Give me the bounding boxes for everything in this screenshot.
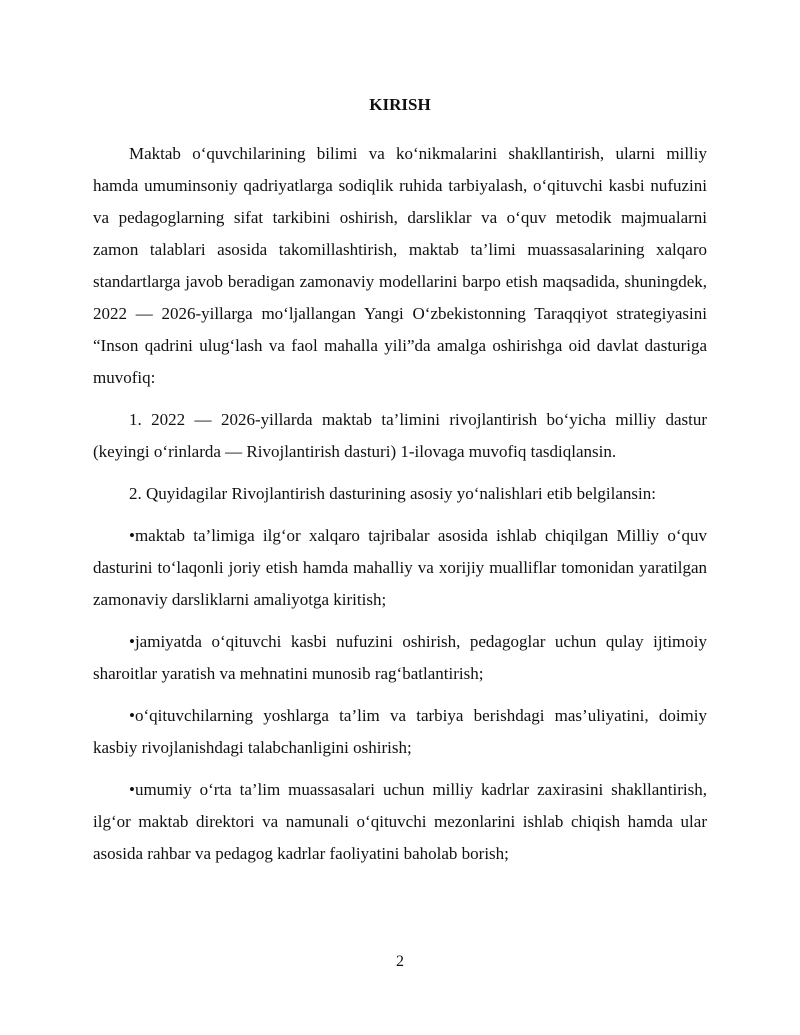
bullet-item-3: •o‘qituvchilarning yoshlarga ta’lim va tarbiya berishdagi mas’uliyatini, doimiy kasbiy rivojlanishdagi talabchanligini oshirish; [93,706,707,757]
bullet-item-2: •jamiyatda o‘qituvchi kasbi nufuzini oshirish, pedagoglar uchun qulay ijtimoiy sharoitlar yaratish va mehnatini munosib rag‘batlantirish; [93,632,707,683]
clause-1-paragraph: 1. 2022 — 2026-yillarda maktab ta’limini rivojlantirish bo‘yicha milliy dastur (keyingi o‘rinlarda — Rivojlantirish dasturi) 1-ilovaga muvofiq tasdiqlansin. [93,410,707,461]
bullet-item-1: •maktab ta’limiga ilg‘or xalqaro tajribalar asosida ishlab chiqilgan Milliy o‘quv dasturini to‘laqonli joriy etish hamda mahalliy va xorijiy mualliflar tomonidan yaratilgan zamonaviy darsliklarni amaliyotga kiritish; [93,526,707,609]
body-text [93,138,707,870]
section-heading: KIRISH [369,95,431,114]
bullet-item-4: •umumiy o‘rta ta’lim muassasalari uchun milliy kadrlar zaxirasini shakllantirish, ilg‘or maktab direktori va namunali o‘qituvchi mezonlarini ishlab chiqish hamda ular asosida rahbar va pedagog kadrlar faoliyatini baholab borish; [93,780,707,863]
clause-2-paragraph: 2. Quyidagilar Rivojlantirish dasturining asosiy yo‘nalishlari etib belgilansin: [129,484,656,503]
page-number: 2 [396,953,404,970]
intro-paragraph: Maktab o‘quvchilarining bilimi va ko‘nikmalarini shakllantirish, ularni milliy hamda umuminsoniy qadriyatlarga sodiqlik ruhida tarbiyalash, o‘qituvchi kasbi nufuzini va pedagoglarning sifat tarkibini oshirish, darsliklar va o‘quv metodik majmualarni zamon talablari asosida takomillashtirish, maktab ta’limi muassasalarining xalqaro standartlarga javob beradigan zamonaviy modellarini barpo etish maqsadida, shuningdek, 2022 — 2026-yillarga mo‘ljallangan Yangi O‘zbekistonning Taraqqiyot strategiyasini “Inson qadrini ulug‘lash va faol mahalla yili”da amalga oshirishga oid davlat dasturiga muvofiq: [93,144,707,387]
